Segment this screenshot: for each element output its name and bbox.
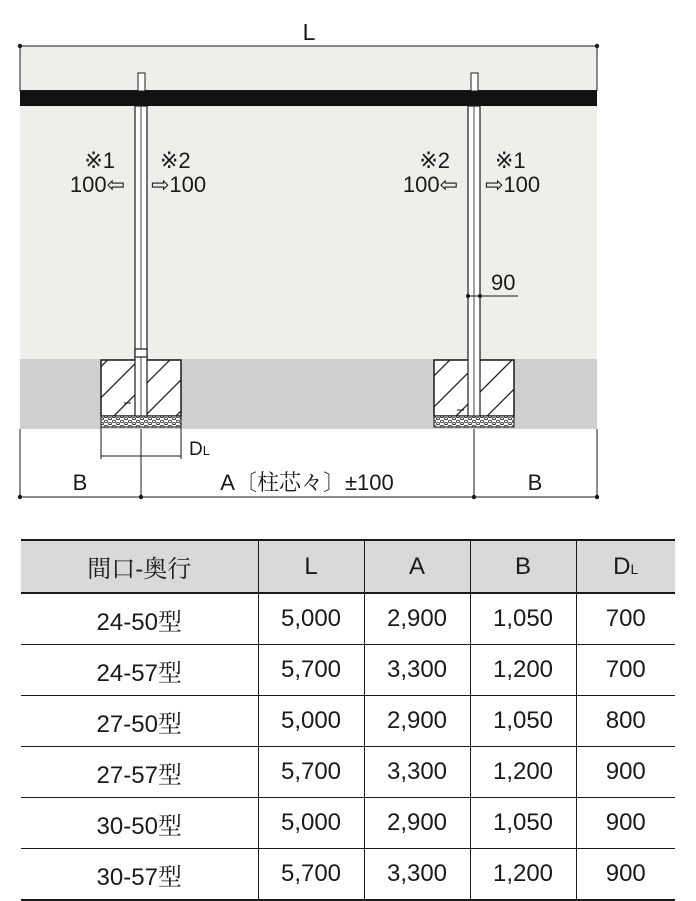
offset-left-inner: ⇨100 [151, 172, 207, 197]
cell-model: 30-50型 [21, 798, 258, 849]
cell-DL: 800 [576, 696, 675, 747]
dimension-DL [101, 427, 210, 460]
header-A: A [364, 540, 470, 593]
table-row [21, 798, 675, 849]
cell-model: 30-57型 [21, 849, 258, 901]
pole-size-label: 90 [491, 270, 516, 295]
header-B: B [470, 540, 576, 593]
table-row [21, 645, 675, 696]
post-cap-left [138, 73, 145, 91]
dimension-A-B [18, 429, 599, 499]
dim-A-label: A〔柱芯々〕±100 [220, 470, 394, 495]
cell-L: 5,700 [258, 645, 364, 696]
cell-model: 24-57型 [21, 645, 258, 696]
table-row [21, 696, 675, 747]
table-row [21, 747, 675, 798]
dim-DL-label: DL [189, 439, 210, 460]
dim-L-label: L [302, 19, 316, 45]
note-left-outer: ※1 [84, 148, 115, 173]
cell-L: 5,000 [258, 593, 364, 645]
cell-DL: 700 [576, 593, 675, 645]
cell-B: 1,200 [470, 747, 576, 798]
cell-A: 2,900 [364, 593, 470, 645]
dim-B-left-label: B [72, 470, 88, 495]
table-header-row [21, 540, 675, 593]
cell-B: 1,050 [470, 798, 576, 849]
cell-L: 5,000 [258, 696, 364, 747]
cell-DL: 900 [576, 747, 675, 798]
note-right-outer: ※1 [495, 148, 526, 173]
header-L: L [258, 540, 364, 593]
note-left-inner: ※2 [160, 148, 191, 173]
post-left-ground-collar [135, 349, 147, 357]
cell-model: 27-50型 [21, 696, 258, 747]
cell-L: 5,700 [258, 747, 364, 798]
cell-B: 1,200 [470, 645, 576, 696]
cell-model: 24-50型 [21, 593, 258, 645]
dim-B-right-label: B [527, 470, 543, 495]
cell-A: 3,300 [364, 849, 470, 901]
cell-DL: 900 [576, 849, 675, 901]
cell-L: 5,700 [258, 849, 364, 901]
offset-right-outer: ⇨100 [485, 172, 541, 197]
cell-DL: 900 [576, 798, 675, 849]
cell-A: 2,900 [364, 696, 470, 747]
cell-L: 5,000 [258, 798, 364, 849]
table-row [21, 593, 675, 645]
cell-B: 1,200 [470, 849, 576, 901]
cell-A: 3,300 [364, 747, 470, 798]
cell-B: 1,050 [470, 593, 576, 645]
cell-A: 2,900 [364, 798, 470, 849]
offset-right-inner: 100⇦ [402, 172, 458, 197]
roof-beam [20, 91, 597, 106]
cell-model: 27-57型 [21, 747, 258, 798]
note-right-inner: ※2 [419, 148, 450, 173]
cell-A: 3,300 [364, 645, 470, 696]
header-model: 間口-奥行 [21, 540, 258, 593]
post-cap-right [471, 73, 478, 91]
table-row [21, 849, 675, 901]
size-spec-table [21, 539, 675, 901]
offset-left-outer: 100⇦ [69, 172, 125, 197]
cell-B: 1,050 [470, 696, 576, 747]
header-DL: DL [576, 540, 675, 593]
cell-DL: 700 [576, 645, 675, 696]
